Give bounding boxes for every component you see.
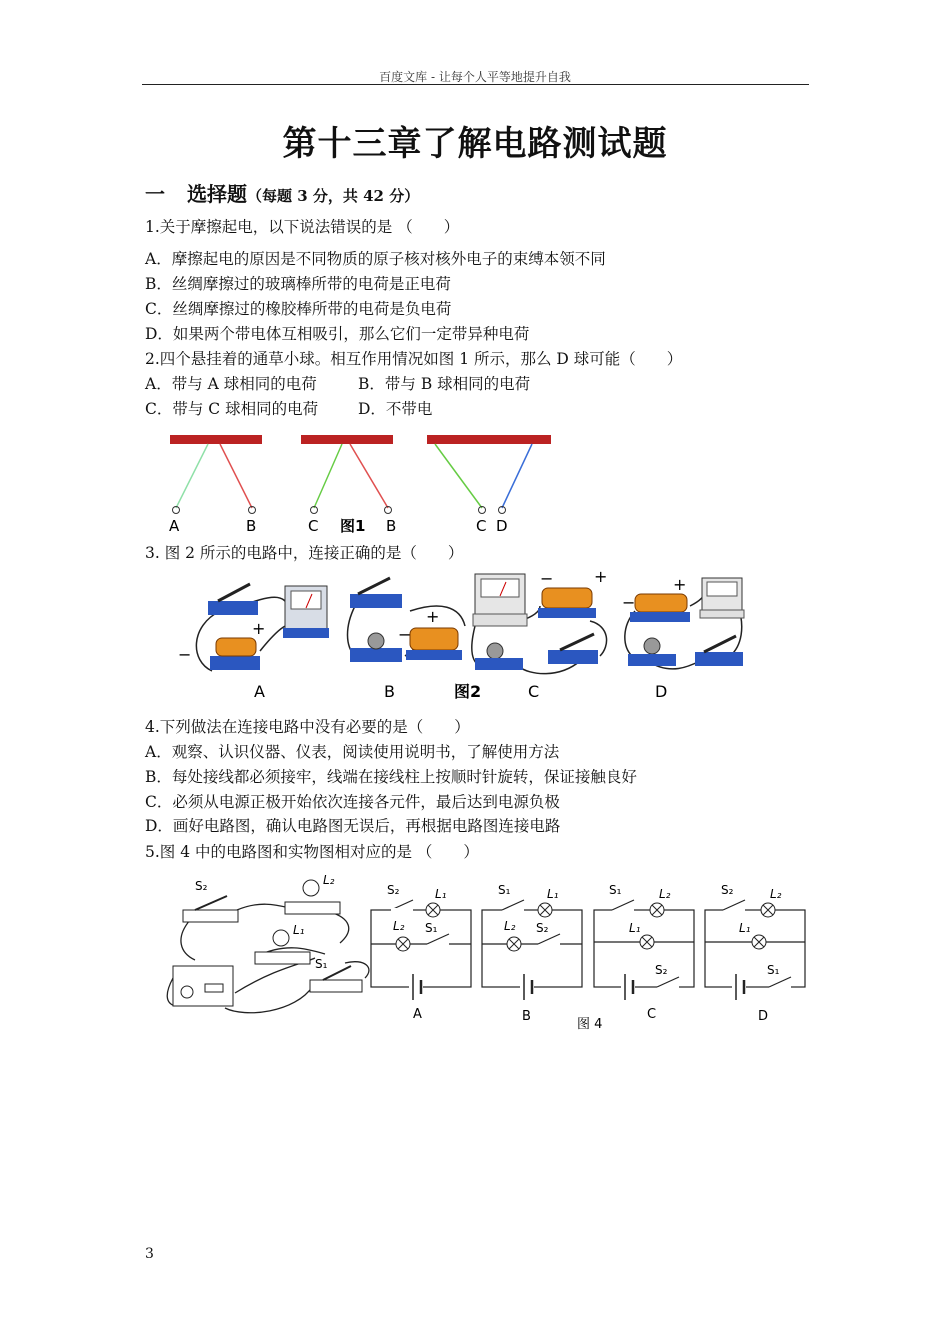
figure-4 xyxy=(165,868,815,1034)
fig2-plus: + xyxy=(426,607,440,626)
page-header: 百度文库 - 让每个人平等地提升自我 xyxy=(379,70,571,84)
fig4-circuit-label: B xyxy=(522,1009,531,1024)
q1-stem: 1.关于摩擦起电，以下说法错误的是 （ ） xyxy=(145,218,460,236)
fig4-label: S₁ xyxy=(498,883,511,897)
fig1-bar-2 xyxy=(301,435,393,444)
fig2-switch-b xyxy=(350,594,402,608)
fig4-circuit-label: C xyxy=(647,1007,657,1022)
fig1-label: A xyxy=(169,517,180,535)
fig2-circuit-a xyxy=(178,584,329,701)
fig4-label: S₁ xyxy=(315,957,328,971)
fig4-circuit-d xyxy=(705,883,805,1024)
fig4-lamp-l1 xyxy=(255,952,310,964)
fig4-label: S₂ xyxy=(655,963,668,977)
fig4-circuit-label: A xyxy=(413,1007,422,1022)
fig2-battery-d xyxy=(635,594,687,612)
fig4-label: S₁ xyxy=(425,921,438,935)
section-note: （每题 3 分，共 42 分） xyxy=(247,187,420,205)
fig2-label-b: B xyxy=(384,682,395,701)
q3-stem: 3. 图 2 所示的电路中，连接正确的是（ ） xyxy=(145,544,464,562)
fig2-switch-c xyxy=(548,650,598,664)
fig2-plus: + xyxy=(594,567,608,586)
fig2-label-c: C xyxy=(528,682,540,701)
fig4-label: L₁ xyxy=(547,887,559,901)
q4-option-c: C．必须从电源正极开始依次连接各元件，最后达到电源负极 xyxy=(145,793,560,811)
fig4-label: S₂ xyxy=(721,883,734,897)
fig4-switch-s1 xyxy=(310,980,362,992)
fig4-label: S₂ xyxy=(387,883,400,897)
fig2-switch-a xyxy=(208,601,258,615)
q2-option-c: C．带与 C 球相同的电荷 xyxy=(145,400,319,418)
fig4-label: L₂ xyxy=(770,887,782,901)
fig4-power-supply xyxy=(173,966,233,1006)
fig4-label: L₂ xyxy=(659,887,671,901)
q1-option-c: C．丝绸摩擦过的橡胶棒所带的电荷是负电荷 xyxy=(145,300,452,318)
fig1-pair-3 xyxy=(427,435,551,535)
figure-1 xyxy=(160,428,560,540)
q2-stem: 2.四个悬挂着的通草小球。相互作用情况如图 1 所示，那么 D 球可能（ ） xyxy=(145,350,683,368)
fig4-label: S₁ xyxy=(767,963,780,977)
q2-option-a: A．带与 A 球相同的电荷 xyxy=(145,375,317,393)
fig2-minus: − xyxy=(178,645,192,664)
q1-option-a: A．摩擦起电的原因是不同物质的原子核对核外电子的束缚本领不同 xyxy=(145,250,606,268)
fig4-circuit-b xyxy=(482,883,582,1024)
fig1-label: D xyxy=(496,517,508,535)
figure-2 xyxy=(170,566,770,704)
fig4-label: L₂ xyxy=(504,919,516,933)
q1-option-b: B．丝绸摩擦过的玻璃棒所带的电荷是正电荷 xyxy=(145,275,451,293)
fig4-physical-diagram xyxy=(167,873,369,1013)
fig1-label: C xyxy=(308,517,319,535)
fig4-label: S₂ xyxy=(195,879,208,893)
fig4-label: L₁ xyxy=(435,887,447,901)
fig2-minus: − xyxy=(540,569,554,588)
fig2-battery-b xyxy=(410,628,458,650)
q2-option-b: B．带与 B 球相同的电荷 xyxy=(358,375,531,393)
fig4-switch-s2 xyxy=(183,910,238,922)
fig4-lamp-l2 xyxy=(285,902,340,914)
fig2-minus: − xyxy=(398,625,412,644)
fig2-label-a: A xyxy=(254,682,265,701)
q4-option-d: D．画好电路图，确认电路图无误后，再根据电路图连接电路 xyxy=(145,817,561,835)
fig2-bulb-d xyxy=(644,638,660,654)
fig4-label: L₂ xyxy=(393,919,405,933)
fig4-circuit-a xyxy=(371,883,471,1022)
fig4-circuit-c xyxy=(594,883,694,1022)
fig1-caption: 图1 xyxy=(340,517,366,535)
q1-option-d: D．如果两个带电体互相吸引，那么它们一定带异种电荷 xyxy=(145,325,530,343)
fig2-switch-d xyxy=(695,652,743,666)
section-number: 一 xyxy=(145,182,165,206)
fig4-label: S₁ xyxy=(609,883,622,897)
fig4-circuit-label: D xyxy=(758,1009,769,1024)
q5-stem: 5.图 4 中的电路图和实物图相对应的是 （ ） xyxy=(145,843,479,861)
fig1-bar-1 xyxy=(170,435,262,444)
fig2-battery-a xyxy=(216,638,256,656)
page-number: 3 xyxy=(145,1246,154,1262)
q4-stem: 4.下列做法在连接电路中没有必要的是（ ） xyxy=(145,718,470,736)
q2-option-d: D．不带电 xyxy=(358,400,433,418)
page-title: 第十三章了解电路测试题 xyxy=(282,124,668,164)
fig2-bulb-b xyxy=(368,633,384,649)
fig2-circuit-c xyxy=(472,567,608,701)
fig4-label: L₁ xyxy=(293,923,305,937)
section-name: 选择题 xyxy=(187,182,247,206)
fig4-label: L₁ xyxy=(739,921,751,935)
fig2-caption: 图2 xyxy=(454,682,482,701)
fig2-circuit-b xyxy=(348,578,466,701)
fig2-battery-c xyxy=(542,588,592,608)
fig1-label: B xyxy=(246,517,257,535)
fig2-circuit-d xyxy=(622,575,744,701)
fig2-bulb-c xyxy=(487,643,503,659)
fig4-label: L₁ xyxy=(629,921,641,935)
fig2-label-d: D xyxy=(655,682,668,701)
fig2-plus: + xyxy=(252,619,266,638)
header-rule xyxy=(142,84,809,85)
fig1-label: C xyxy=(476,517,487,535)
fig1-bar-3 xyxy=(427,435,551,444)
fig2-minus: − xyxy=(622,593,636,612)
fig4-label: L₂ xyxy=(323,873,335,887)
fig1-pair-1 xyxy=(169,435,262,535)
q4-option-b: B．每处接线都必须接牢，线端在接线柱上按顺时针旋转，保证接触良好 xyxy=(145,768,637,786)
fig4-label: S₂ xyxy=(536,921,549,935)
fig4-caption: 图 4 xyxy=(577,1017,603,1032)
section-heading xyxy=(145,178,419,207)
q4-option-a: A．观察、认识仪器、仪表，阅读使用说明书，了解使用方法 xyxy=(145,743,560,761)
fig1-label: B xyxy=(386,517,397,535)
fig2-plus: + xyxy=(673,575,687,594)
